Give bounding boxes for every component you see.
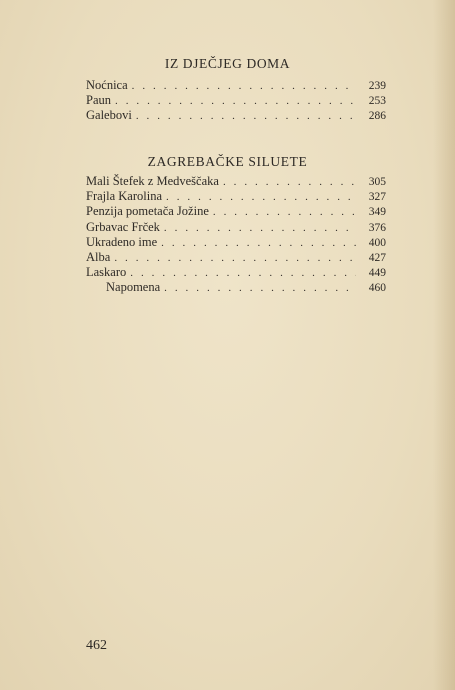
section-heading-iz-djecjeg-doma: IZ DJEČJEG DOMA	[164, 56, 291, 71]
toc-entry	[86, 235, 386, 250]
toc-entry	[86, 265, 386, 280]
dot-leader	[164, 281, 356, 296]
dot-leader	[223, 175, 356, 190]
toc-entry-page: 327	[368, 191, 386, 204]
toc-entry	[86, 280, 386, 295]
toc-entry-title: Mali Štefek z Medveščaka	[86, 174, 219, 188]
page-number: 462	[86, 638, 107, 653]
toc-entry	[86, 174, 386, 189]
dot-leader	[164, 221, 356, 236]
toc-entry	[86, 220, 386, 235]
dot-leader	[114, 251, 356, 266]
dot-leader	[166, 190, 356, 205]
toc-entry-page: 427	[368, 251, 386, 264]
toc-list-zagrebacke-siluete	[86, 174, 386, 296]
toc-list-iz-djecjeg-doma	[86, 78, 386, 124]
section-heading-zagrebacke-siluete: ZAGREBAČKE SILUETE	[147, 154, 308, 169]
toc-entry	[86, 204, 386, 219]
toc-entry	[86, 108, 386, 123]
toc-entry-page: 286	[368, 110, 386, 123]
toc-entry-page: 239	[368, 80, 386, 92]
dot-leader	[136, 109, 356, 124]
toc-entry-page: 460	[368, 282, 386, 295]
toc-entry-page: 305	[368, 176, 386, 188]
toc-entry-title: Ukradeno ime	[86, 234, 158, 249]
dot-leader	[115, 94, 356, 109]
toc-entry-page: 449	[368, 267, 386, 280]
toc-entry-page: 349	[368, 206, 386, 219]
toc-entry-title: Paun	[86, 93, 111, 108]
toc-entry-page: 400	[368, 236, 386, 249]
toc-entry	[86, 189, 386, 204]
toc-entry-title: Penzija pometača Jožine	[86, 204, 209, 219]
toc-entry-title: Galebovi	[86, 108, 132, 123]
toc-entry-title: Laskaro	[86, 265, 127, 280]
toc-entry-title: Frajla Karolina	[86, 189, 163, 204]
toc-entry	[86, 250, 386, 265]
toc-entry-title: Napomena	[106, 280, 161, 295]
dot-leader	[213, 205, 356, 220]
dot-leader	[130, 266, 356, 281]
toc-entry	[86, 93, 386, 108]
dot-leader	[132, 79, 356, 94]
toc-entry-title: Grbavac Frček	[86, 219, 160, 234]
toc-entry-page: 376	[368, 221, 386, 234]
toc-entry-page: 253	[368, 95, 386, 108]
dot-leader	[161, 236, 356, 251]
toc-entry-title: Nоćnica	[86, 78, 128, 92]
toc-entry-title: Alba	[86, 249, 111, 264]
toc-entry	[86, 78, 386, 93]
